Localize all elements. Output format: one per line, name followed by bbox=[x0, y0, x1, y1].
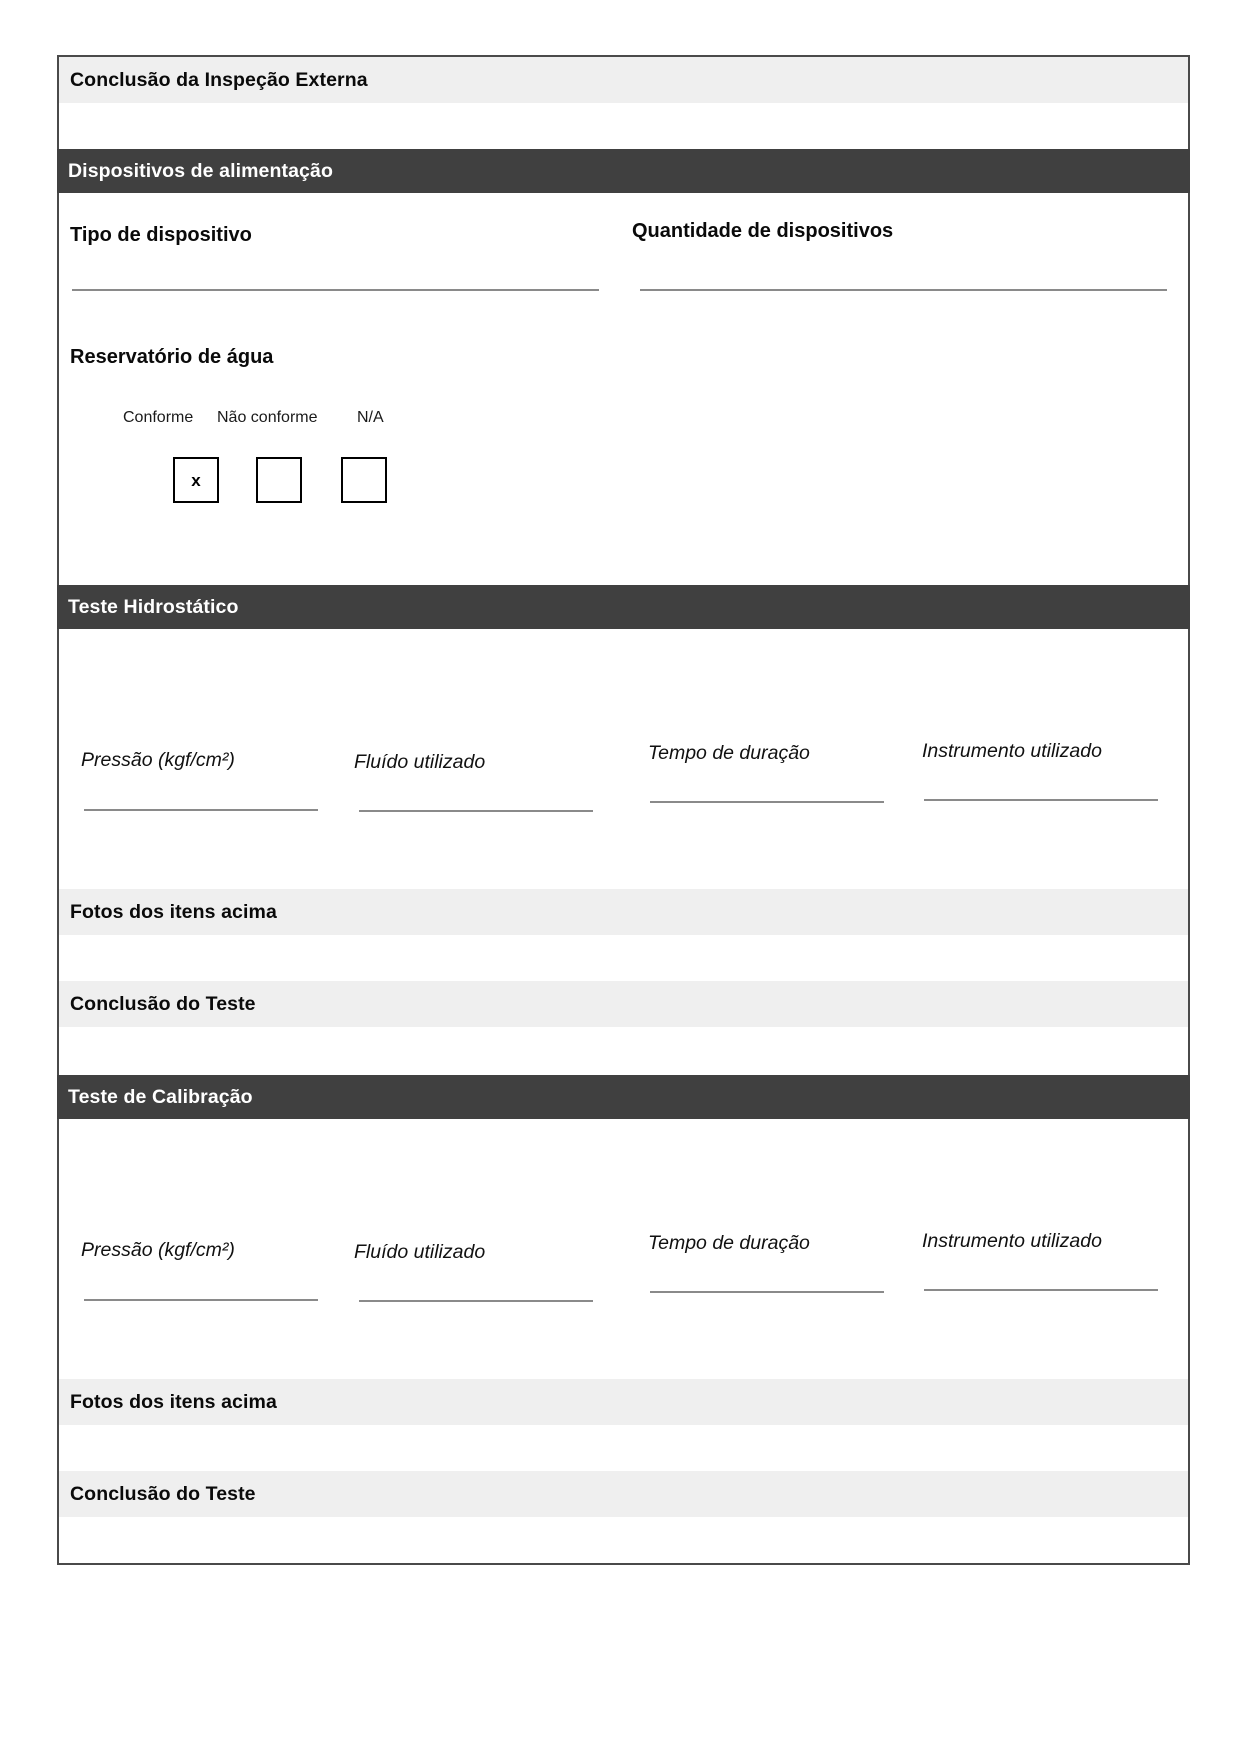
label-pressao-hidrostatico: Pressão (kgf/cm²) bbox=[81, 749, 235, 771]
section-title: Fotos dos itens acima bbox=[70, 900, 277, 923]
checkbox-mark-conforme: x bbox=[191, 470, 201, 490]
answer-row-conclusao-calibracao[interactable] bbox=[59, 1517, 1188, 1563]
section-body-teste-calibracao bbox=[59, 1119, 1188, 1379]
checkbox-conforme[interactable] bbox=[173, 457, 219, 503]
choice-label-conforme: Conforme bbox=[123, 409, 194, 426]
label-instrumento-hidrostatico: Instrumento utilizado bbox=[922, 740, 1102, 762]
choice-label-na: N/A bbox=[357, 409, 384, 426]
section-header-teste-calibracao bbox=[57, 1075, 1190, 1119]
input-line-fluido-calibracao[interactable] bbox=[359, 1300, 593, 1302]
section-header-dispositivos-alimentacao bbox=[57, 149, 1190, 193]
input-line-instrumento-calibracao[interactable] bbox=[924, 1289, 1158, 1291]
label-pressao-calibracao: Pressão (kgf/cm²) bbox=[81, 1239, 235, 1261]
label-tempo-hidrostatico: Tempo de duração bbox=[648, 742, 810, 764]
label-reservatorio-agua: Reservatório de água bbox=[70, 346, 274, 368]
label-tipo-dispositivo: Tipo de dispositivo bbox=[70, 224, 252, 246]
section-header-fotos-calibracao bbox=[59, 1379, 1188, 1425]
input-line-pressao-hidrostatico[interactable] bbox=[84, 809, 318, 811]
section-title: Conclusão do Teste bbox=[70, 992, 256, 1015]
input-line-tempo-calibracao[interactable] bbox=[650, 1291, 884, 1293]
answer-row-fotos-calibracao[interactable] bbox=[59, 1425, 1188, 1471]
section-title: Teste Hidrostático bbox=[68, 595, 239, 618]
section-title: Conclusão da Inspeção Externa bbox=[70, 68, 368, 91]
section-header-conclusao-hidrostatico bbox=[59, 981, 1188, 1027]
label-instrumento-calibracao: Instrumento utilizado bbox=[922, 1230, 1102, 1252]
answer-row-conclusao-inspecao-externa[interactable] bbox=[59, 103, 1188, 149]
checkbox-nao-conforme[interactable] bbox=[256, 457, 302, 503]
label-tempo-calibracao: Tempo de duração bbox=[648, 1232, 810, 1254]
section-title: Dispositivos de alimentação bbox=[68, 159, 333, 182]
label-quantidade-dispositivos: Quantidade de dispositivos bbox=[632, 220, 894, 242]
section-body-teste-hidrostatico bbox=[59, 629, 1188, 889]
input-line-pressao-calibracao[interactable] bbox=[84, 1299, 318, 1301]
input-line-fluido-hidrostatico[interactable] bbox=[359, 810, 593, 812]
section-body-dispositivos-alimentacao bbox=[59, 193, 1188, 585]
answer-row-conclusao-hidrostatico[interactable] bbox=[59, 1027, 1188, 1075]
section-header-teste-hidrostatico bbox=[57, 585, 1190, 629]
answer-row-fotos-hidrostatico[interactable] bbox=[59, 935, 1188, 981]
label-fluido-hidrostatico: Fluído utilizado bbox=[354, 751, 486, 773]
section-header-fotos-hidrostatico bbox=[59, 889, 1188, 935]
checkbox-na[interactable] bbox=[341, 457, 387, 503]
input-line-quantidade-dispositivos[interactable] bbox=[640, 289, 1167, 291]
section-title: Teste de Calibração bbox=[68, 1085, 253, 1108]
section-title: Fotos dos itens acima bbox=[70, 1390, 277, 1413]
section-header-conclusao-calibracao bbox=[59, 1471, 1188, 1517]
input-line-tipo-dispositivo[interactable] bbox=[72, 289, 599, 291]
inspection-form-table bbox=[57, 55, 1190, 1565]
label-fluido-calibracao: Fluído utilizado bbox=[354, 1241, 486, 1263]
choice-label-nao-conforme: Não conforme bbox=[217, 409, 318, 426]
section-title: Conclusão do Teste bbox=[70, 1482, 256, 1505]
input-line-instrumento-hidrostatico[interactable] bbox=[924, 799, 1158, 801]
input-line-tempo-hidrostatico[interactable] bbox=[650, 801, 884, 803]
section-header-conclusao-inspecao-externa bbox=[59, 57, 1188, 103]
